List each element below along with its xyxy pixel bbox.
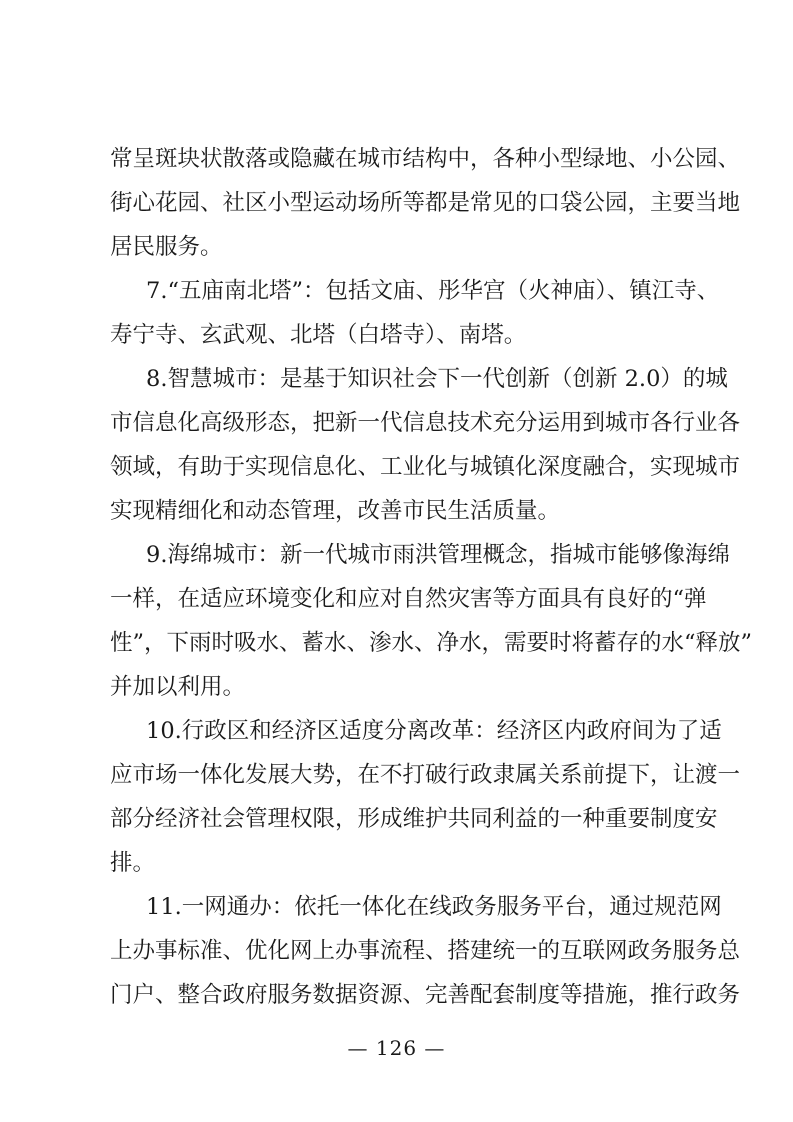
text-line: 寿宁寺、玄武观、北塔（白塔寺）、南塔。 [110,322,527,348]
text-line: 一样，在适应环境变化和应对自然灾害等方面具有良好的“弹 [110,586,707,612]
glossary-item-10: 10.行政区和经济区适度分离改革：经济区内政府间为了适 [146,718,722,744]
text-line: 领域，有助于实现信息化、工业化与城镇化深度融合，实现城市 [110,454,741,480]
glossary-item-8: 8.智慧城市：是基于知识社会下一代创新（创新 2.0）的城 [146,366,728,392]
glossary-item-7: 7.“五庙南北塔”：包括文庙、彤华宫（火神庙）、镇江寺、 [146,278,720,304]
text-line: 居民服务。 [110,234,223,260]
text-line: 上办事标准、优化网上办事流程、搭建统一的互联网政务服务总 [110,938,741,964]
text-line: 实现精细化和动态管理，改善市民生活质量。 [110,498,561,524]
text-line: 部分经济社会管理权限，形成维护共同利益的一种重要制度安 [110,806,718,832]
glossary-item-11: 11.一网通办：依托一体化在线政务服务平台，通过规范网 [146,894,722,920]
text-line: 应市场一体化发展大势，在不打破行政隶属关系前提下，让渡一 [110,762,741,788]
text-line: 市信息化高级形态，把新一代信息技术充分运用到城市各行业各 [110,410,741,436]
text-line: 性”，下雨时吸水、蓄水、渗水、净水，需要时将蓄存的水“释放” [110,630,753,656]
text-line: 并加以利用。 [110,674,246,700]
text-line: 街心花园、社区小型运动场所等都是常见的口袋公园，主要当地 [110,190,741,216]
glossary-item-9: 9.海绵城市：新一代城市雨洪管理概念，指城市能够像海绵 [146,542,730,568]
page-number: — 126 — [347,1036,446,1060]
text-line: 常呈斑块状散落或隐藏在城市结构中，各种小型绿地、小公园、 [110,146,741,172]
text-line: 门户、整合政府服务数据资源、完善配套制度等措施，推行政务 [110,982,741,1008]
text-line: 排。 [110,850,156,876]
